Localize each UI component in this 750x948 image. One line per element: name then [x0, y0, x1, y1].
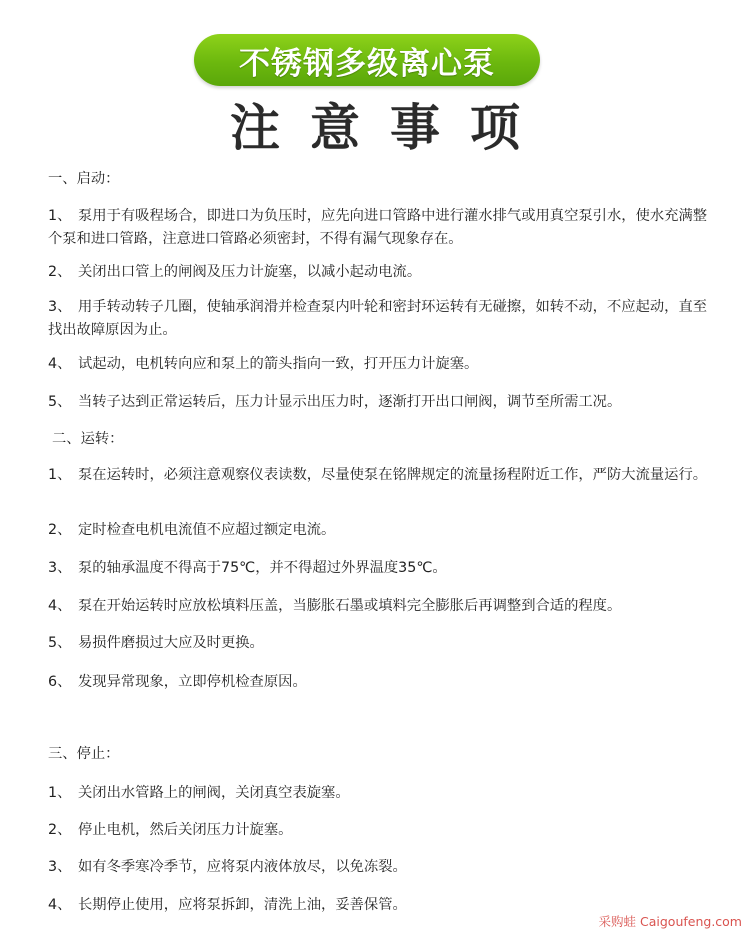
- item-text: 关闭出水管路上的闸阀，关闭真空表旋塞。: [78, 785, 350, 801]
- list-item: [48, 594, 720, 618]
- section-title-start: 一、启动：: [48, 171, 120, 187]
- banner-title: 不锈钢多级离心泵: [239, 45, 495, 82]
- item-number: 5、: [48, 635, 72, 651]
- list-item: [48, 260, 720, 284]
- item-number: 3、: [48, 299, 72, 315]
- list-item: [48, 818, 720, 842]
- watermark: 采购蛙 Caigoufeng.com: [598, 914, 742, 929]
- item-text: 易损件磨损过大应及时更换。: [78, 635, 264, 651]
- item-text: 当转子达到正常运转后，压力计显示出压力时，逐渐打开出口闸阀，调节至所需工况。: [78, 394, 622, 410]
- item-number: 1、: [48, 785, 72, 801]
- list-item: [48, 631, 720, 655]
- list-item: [48, 556, 720, 580]
- item-number: 2、: [48, 264, 72, 280]
- item-text: 泵在运转时，必须注意观察仪表读数，尽量使泵在铭牌规定的流量扬程附近工作，严防大流量运行。: [78, 467, 708, 483]
- item-number: 3、: [48, 560, 72, 576]
- list-item: [48, 518, 720, 542]
- item-number: 4、: [48, 356, 72, 372]
- item-text: 如有冬季寒冷季节，应将泵内液体放尽，以免冻裂。: [78, 859, 407, 875]
- list-item: [48, 205, 720, 251]
- list-item: [48, 855, 720, 879]
- title-banner: [194, 34, 540, 86]
- item-text: 泵用于有吸程场合，即进口为负压时，应先向进口管路中进行灌水排气或用真空泵引水，使水充满整个泵和进口管路，注意进口管路必须密封，不得有漏气现象存在。: [48, 208, 708, 247]
- list-item: [48, 781, 720, 805]
- item-number: 1、: [48, 467, 72, 483]
- item-number: 4、: [48, 598, 72, 614]
- item-text: 用手转动转子几圈，使轴承润滑并检查泵内叶轮和密封环运转有无碰擦，如转不动，不应起动，直至找出故障原因为止。: [48, 299, 708, 338]
- item-number: 2、: [48, 822, 72, 838]
- item-text: 泵在开始运转时应放松填料压盖，当膨胀石墨或填料完全膨胀后再调整到合适的程度。: [78, 598, 622, 614]
- list-item: [48, 296, 720, 342]
- item-number: 3、: [48, 859, 72, 875]
- item-text: 试起动，电机转向应和泵上的箭头指向一致，打开压力计旋塞。: [78, 356, 479, 372]
- item-text: 停止电机，然后关闭压力计旋塞。: [78, 822, 293, 838]
- item-text: 发现异常现象，立即停机检查原因。: [78, 674, 307, 690]
- item-number: 2、: [48, 522, 72, 538]
- item-text: 长期停止使用，应将泵拆卸，清洗上油，妥善保管。: [78, 897, 407, 913]
- list-item: [48, 390, 720, 414]
- item-text: 定时检查电机电流值不应超过额定电流。: [78, 522, 336, 538]
- section-title-stop: 三、停止：: [48, 746, 120, 762]
- item-number: 4、: [48, 897, 72, 913]
- item-number: 1、: [48, 208, 72, 224]
- item-text: 泵的轴承温度不得高于75℃，并不得超过外界温度35℃。: [78, 560, 447, 576]
- page-heading: 注意事项: [230, 99, 550, 157]
- item-number: 6、: [48, 674, 72, 690]
- list-item: [48, 352, 720, 376]
- list-item: [48, 670, 720, 694]
- item-number: 5、: [48, 394, 72, 410]
- section-title-run: 二、运转：: [52, 431, 124, 447]
- item-text: 关闭出口管上的闸阀及压力计旋塞，以减小起动电流。: [78, 264, 422, 280]
- list-item: [48, 464, 720, 487]
